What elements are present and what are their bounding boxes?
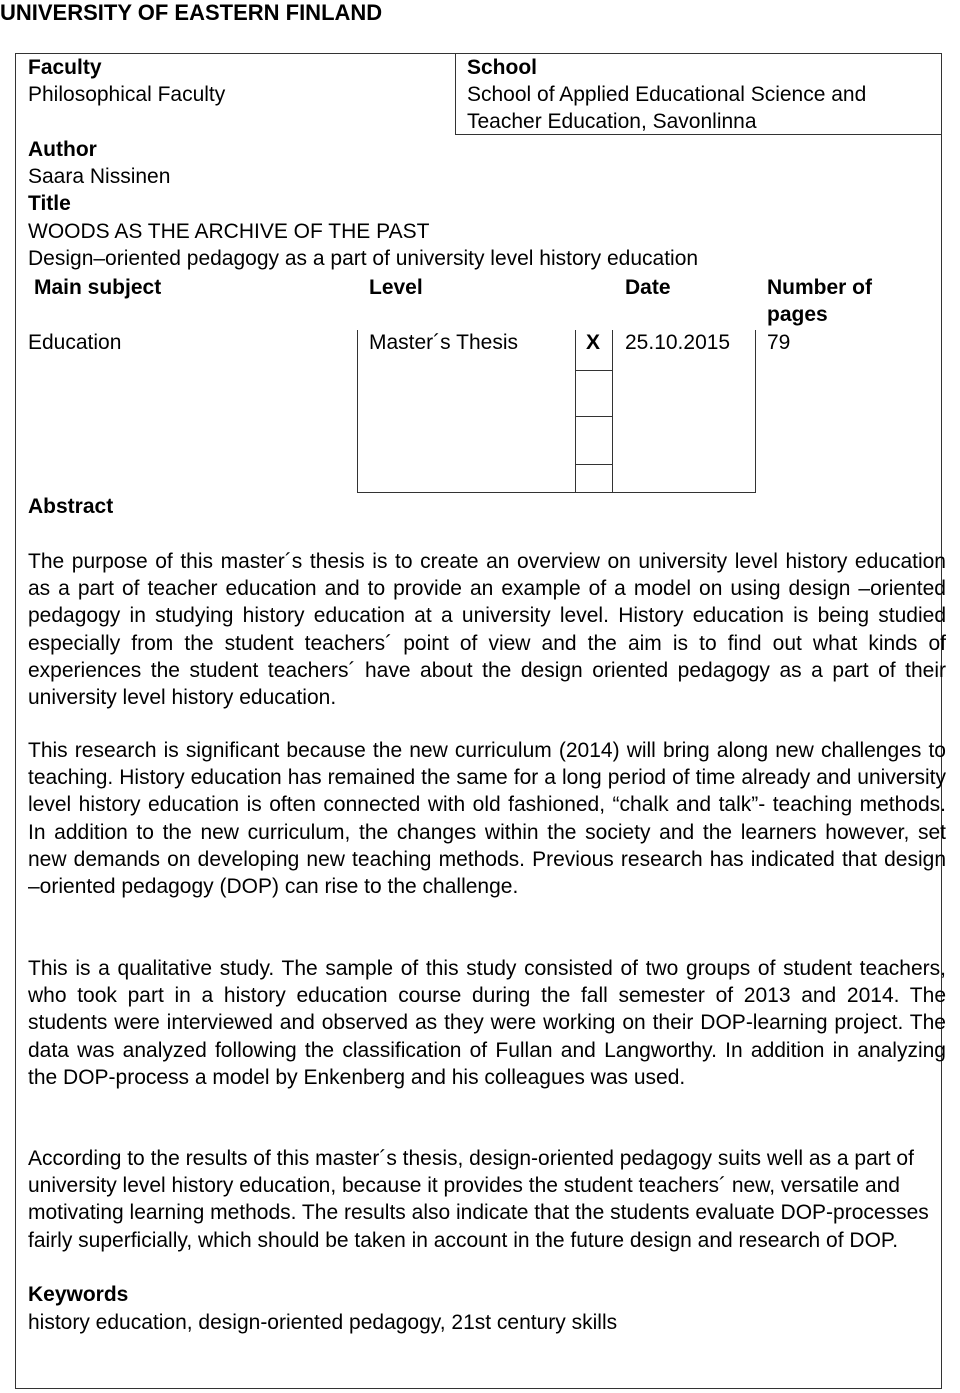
abstract-label: Abstract xyxy=(28,495,114,518)
main-subject-label: Main subject xyxy=(34,276,162,299)
checkbox-row-3-line xyxy=(575,464,613,465)
pages-label-line2: pages xyxy=(767,303,828,326)
level-value: Master´s Thesis xyxy=(369,331,518,354)
checkbox-row-2-line xyxy=(575,416,613,417)
university-name: UNIVERSITY OF EASTERN FINLAND xyxy=(0,0,383,25)
abstract-paragraph-2: This research is significant because the new curriculum (2014) will bring along new challenges to teaching. History education has remained the same for a long period of time already and university level history education is often connected with old fashioned, “chalk and talk”- teaching methods. In addition to the new curriculum, the changes within the society and the learners however, set new demands on developing new teaching methods. Previous research has indicated that design –oriented pedagogy (DOP) can rise to the challenge. xyxy=(28,739,946,899)
level-checkbox-mark: X xyxy=(586,331,601,354)
level-column-divider xyxy=(357,330,358,492)
main-subject-value: Education xyxy=(28,331,122,354)
date-value: 25.10.2015 xyxy=(625,331,731,354)
title-line2: Design–oriented pedagogy as a part of university level history education xyxy=(28,247,699,270)
abstract-paragraph-4: According to the results of this master´s thesis, design-oriented pedagogy suits well as a part of university level history education, because it provides the student teachers´ new, versatile and motivating learning methods. The results also indicate that the students evaluate DOP-processes fairly superficially, which should be taken in account in the future design and research of DOP. xyxy=(28,1147,929,1252)
faculty-label: Faculty xyxy=(28,56,102,79)
school-value-line2: Teacher Education, Savonlinna xyxy=(467,110,757,133)
keywords-value: history education, design-oriented pedagogy, 21st century skills xyxy=(28,1311,618,1334)
author-label: Author xyxy=(28,138,97,161)
school-value-line1: School of Applied Educational Science and xyxy=(467,83,867,106)
level-label: Level xyxy=(369,276,423,299)
meta-section-bottom-line xyxy=(357,492,756,493)
checkbox-right-edge xyxy=(612,330,613,492)
checkbox-row-1-line xyxy=(575,370,613,371)
title-line1: WOODS AS THE ARCHIVE OF THE PAST xyxy=(28,220,430,243)
title-label: Title xyxy=(28,192,71,215)
date-label: Date xyxy=(625,276,671,299)
faculty-value: Philosophical Faculty xyxy=(28,83,226,106)
date-pages-divider xyxy=(755,330,756,492)
keywords-label: Keywords xyxy=(28,1283,129,1306)
faculty-school-divider xyxy=(455,53,456,134)
abstract-paragraph-1: The purpose of this master´s thesis is to create an overview on university level history education as a part of teacher education and to provide an example of a model on using design –oriented pedagogy in studying history education at a university level. History education is being studied especially from the student teachers´ point of view and the aim is to find out what kinds of experiences the student teachers´ have about the design oriented pedagogy as a part of their university level history education. xyxy=(28,550,946,710)
abstract-paragraph-3: This is a qualitative study. The sample of this study consisted of two groups of student teachers, who took part in a history education course during the fall semester of 2013 and 2014. The students were interviewed and observed as they were working on their DOP-learning project. The data was analyzed following the classification of Fullan and Langworthy. In addition in analyzing the DOP-process a model by Enkenberg and his colleagues was used. xyxy=(28,957,946,1089)
pages-value: 79 xyxy=(767,331,791,354)
author-value: Saara Nissinen xyxy=(28,165,171,188)
school-label: School xyxy=(467,56,538,79)
checkbox-left-edge xyxy=(575,330,576,492)
pages-label-line1: Number of xyxy=(767,276,872,299)
